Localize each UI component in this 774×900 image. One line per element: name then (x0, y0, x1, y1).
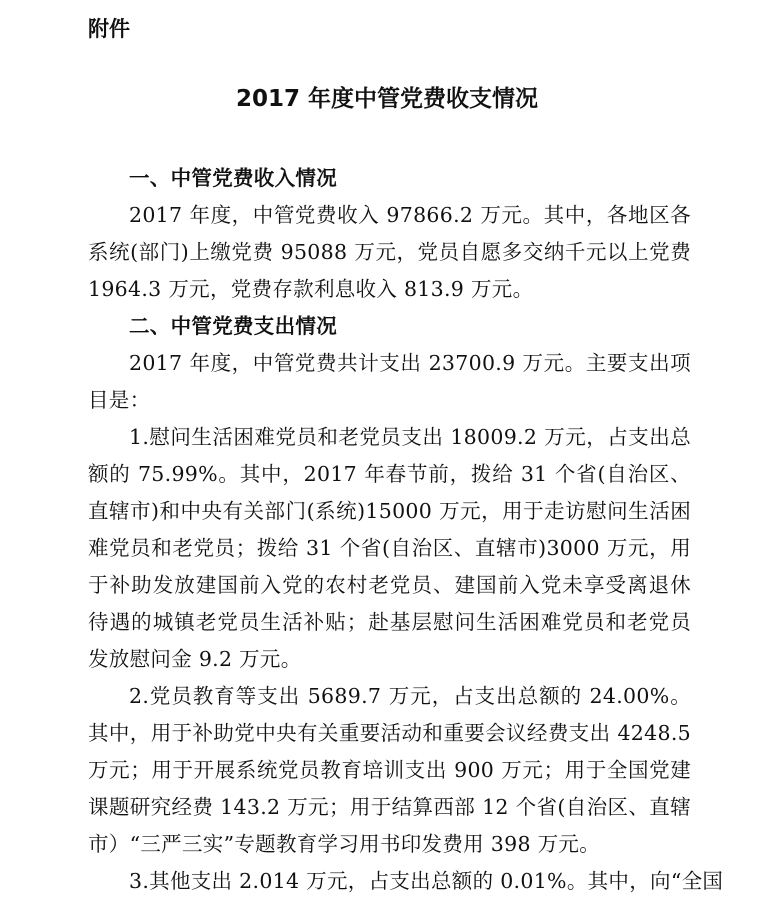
expenditure-intro-paragraph: 2017 年度，中管党费共计支出 23700.9 万元。主要支出项目是： (88, 351, 691, 412)
document-body (88, 160, 724, 900)
section-heading-income: 一、中管党费收入情况 (129, 166, 337, 190)
income-paragraph: 2017 年度，中管党费收入 97866.2 万元。其中，各地区各系统(部门)上缴党费 95088 万元，党员自愿多交纳千元以上党费 1964.3 万元，党费存款利息收入 813.9 万元。 (88, 203, 691, 301)
expenditure-item-1-paragraph: 1.慰问生活困难党员和老党员支出 18009.2 万元，占支出总额的 75.99%。其中，2017 年春节前，拨给 31 个省(自治区、直辖市)和中央有关部门(系统)15000 万元，用于走访慰问生活困难党员和老党员；拨给 31 个省(自治区、直辖市)3000 万元，用于补助发放建国前入党的农村老党员、建国前入党未享受离退休待遇的城镇老党员生活补贴；赴基层慰问生活困难党员和老党员发放慰问金 9.2 万元。 (88, 425, 691, 671)
attachment-label: 附件 (88, 17, 130, 41)
expenditure-item-3-paragraph: 3.其他支出 2.014 万元，占支出总额的 0.01%。其中，向“全国 (129, 869, 724, 893)
section-heading-expenditure: 二、中管党费支出情况 (129, 314, 337, 338)
expenditure-item-2-paragraph: 2.党员教育等支出 5689.7 万元，占支出总额的 24.00%。其中，用于补助党中央有关重要活动和重要会议经费支出 4248.5 万元；用于开展系统党员教育培训支出 900 万元；用于全国党建课题研究经费 143.2 万元；用于结算西部 12 个省(自治区、直辖市）“三严三实”专题教育学习用书印发费用 398 万元。 (88, 684, 691, 856)
document-title: 2017 年度中管党费收支情况 (235, 86, 539, 112)
